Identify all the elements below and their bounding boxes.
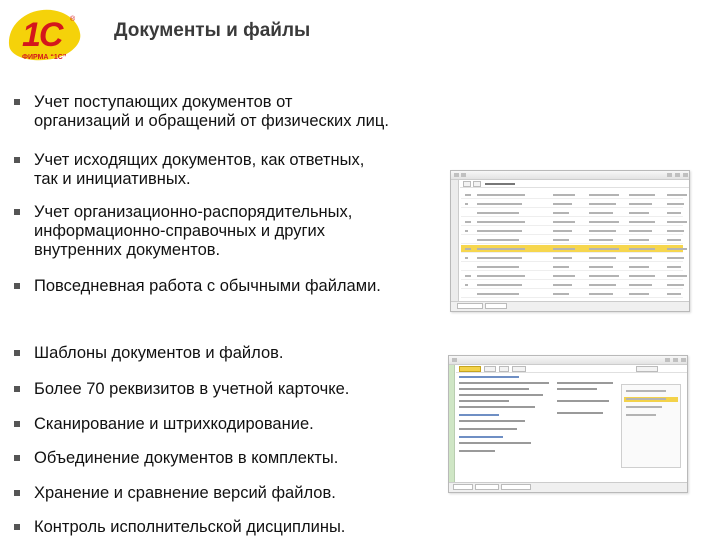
table-row [461,191,683,199]
table-cell [553,266,569,268]
table-row [461,290,683,298]
table-cell [667,293,681,295]
bullet-marker [14,455,20,461]
table-cell [589,239,613,241]
bullet-item [14,380,349,399]
table-cell [667,248,687,250]
table-cell [667,257,684,259]
bullet-text: Шаблоны документов и файлов. [34,344,284,362]
table-cell [589,221,619,223]
bullet-text: Объединение документов в комплекты. [34,449,339,467]
bullet-text: Повседневная работа с обычными файлами. [34,277,381,295]
bullet-marker [14,157,20,163]
table-cell [553,248,575,250]
form-field-line [459,382,549,384]
table-cell [629,230,652,232]
table-cell [465,203,468,205]
form-field-line [557,388,597,390]
table-row [461,218,683,226]
page-title: Документы и файлы [114,20,311,41]
table-cell [465,284,468,286]
table-cell [667,212,681,214]
table-cell [553,230,572,232]
table-row [461,236,683,244]
table-cell [589,284,616,286]
window-toolbar [456,365,687,373]
table-cell [629,257,652,259]
table-cell [629,293,649,295]
table-cell [667,266,681,268]
form-field-line [459,388,529,390]
form-field-line [557,382,613,384]
window-titlebar [451,171,689,180]
bullet-marker [14,283,20,289]
table-cell [589,194,619,196]
bullet-item [14,449,338,468]
bullet-item [14,415,314,434]
table-cell [629,248,655,250]
sidebar-panel [449,365,455,492]
logo-registered: ® [70,16,76,23]
bullet-text: Сканирование и штрихкодирование. [34,415,314,433]
table-cell [629,284,652,286]
bullet-marker [14,421,20,427]
bullet-marker [14,490,20,496]
table-cell [465,230,468,232]
bullet-text: Хранение и сравнение версий файлов. [34,484,336,502]
table-cell [553,275,575,277]
table-cell [477,275,525,277]
table-cell [629,266,649,268]
bullet-text: Учет организационно-распорядительных, информационно-справочных и других внутренних документов. [34,203,353,259]
bullet-text: Учет поступающих документов от организаций и обращений от физических лиц. [34,93,389,130]
form-field-line [459,450,495,452]
table-cell [667,221,687,223]
table-cell [589,275,619,277]
bullet-item [14,518,345,537]
form-field-line [459,376,519,378]
bullet-item [14,484,336,503]
company-logo [8,10,80,68]
table-cell [465,257,468,259]
table-cell [465,275,471,277]
form-field-line [459,394,543,396]
table-cell [629,212,649,214]
form-field-line [459,406,535,408]
table-row [461,245,683,253]
table-cell [629,194,655,196]
bullet-marker [14,524,20,530]
table-cell [629,203,652,205]
table-cell [553,221,575,223]
table-cell [667,239,681,241]
table-cell [477,257,522,259]
table-cell [477,284,522,286]
table-cell [553,239,569,241]
table-row [461,200,683,208]
bullet-text: Контроль исполнительской дисциплины. [34,518,346,536]
table-row [461,209,683,217]
table-cell [553,293,569,295]
table-cell [667,284,684,286]
table-cell [553,284,572,286]
bullet-marker [14,386,20,392]
bullet-marker [14,350,20,356]
table-row [461,227,683,235]
table-cell [477,212,519,214]
bullet-text: Учет исходящих документов, как ответных, так и инициативных. [34,151,365,188]
window-tabbar [449,482,687,492]
form-field-line [459,436,503,438]
window-titlebar [449,356,687,365]
table-cell [477,266,519,268]
table-cell [589,257,616,259]
table-cell [477,248,525,250]
table-cell [629,275,655,277]
table-cell [553,194,575,196]
table-cell [477,293,519,295]
table-row [461,272,683,280]
logo-mark: 1С [22,16,62,54]
table-cell [465,221,471,223]
bullet-item [14,277,381,296]
form-field-line [459,414,499,416]
table-cell [553,257,572,259]
table-cell [667,194,687,196]
table-cell [589,293,613,295]
form-field-line [459,442,531,444]
bullet-marker [14,99,20,105]
table-row [461,254,683,262]
form-field-line [459,420,525,422]
table-cell [553,212,569,214]
bullet-item [14,151,364,189]
form-field-line [557,400,609,402]
table-cell [553,203,572,205]
form-field-line [459,400,509,402]
bullet-item [14,344,283,363]
document-list-screenshot [450,170,690,312]
document-card-screenshot [448,355,688,493]
table-cell [667,275,687,277]
table-row [461,281,683,289]
table-cell [477,221,525,223]
table-cell [477,239,519,241]
table-cell [629,221,655,223]
table-cell [589,203,616,205]
form-field-line [557,412,603,414]
table-cell [629,239,649,241]
table-cell [667,203,684,205]
window-toolbar [460,180,689,188]
bullet-item [14,203,352,260]
table-cell [477,194,525,196]
table-cell [465,194,471,196]
logo-company: ФИРМА “1С” [22,54,67,61]
table-cell [589,266,613,268]
table-cell [589,230,616,232]
table-cell [589,248,619,250]
bullet-text: Более 70 реквизитов в учетной карточке. [34,380,350,398]
window-tabbar [451,301,689,311]
table-cell [477,230,522,232]
files-panel [621,384,681,468]
form-field-line [459,428,517,430]
sidebar-panel [451,180,459,311]
bullet-marker [14,209,20,215]
table-cell [465,248,471,250]
bullet-item [14,93,389,131]
table-cell [477,203,522,205]
table-cell [589,212,613,214]
table-row [461,263,683,271]
table-cell [667,230,684,232]
